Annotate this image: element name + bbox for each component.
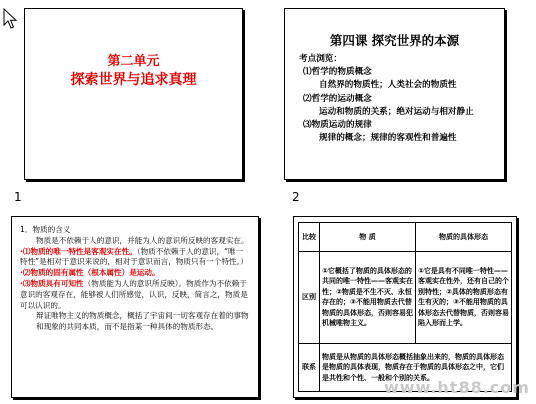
bullet-2-key: ·⑵物质的固有属性（根本属性）是运动。: [20, 268, 160, 278]
table-header-row: [299, 223, 512, 252]
point-detail-3: 规律的概念；规律的客观性和普遍性: [319, 133, 457, 144]
point-title-2: ⑵哲学的运动概念: [303, 93, 372, 104]
header-matter: 物 质: [320, 223, 416, 252]
point-title-3: ⑶物质运动的规律: [303, 120, 372, 131]
header-compare: 比较: [299, 223, 320, 252]
slide-number-2: 2: [292, 190, 300, 204]
bullet-1-note: （物质不依赖于人的意识，“唯一特性”是相对于意识来说的，相对于意识而言，物质只有一个特性。）: [20, 246, 248, 267]
cell-connection: 物质是从物质的具体形态概括抽象出来的，物质的具体形态是物质的具体表现，物质存在于物质的具体形态之中，它们是共性和个性、一般和个别的关系。: [320, 343, 512, 391]
comparison-table: [298, 222, 512, 392]
slide-number-1: 1: [14, 190, 22, 204]
closing-paragraph: 辩证唯物主义的物质概念，概括了宇宙间一切客观存在着的事物和现象的共同本质，而不是指某一种具体的物质形态。: [36, 311, 249, 332]
cell-matter-difference: ①它概括了物质的具体形态的共同的唯一特性——客观实在性；②物质是不生不灭、永恒存在的；③不能用物质去代替物质的具体形态，否则容易犯机械唯物主义。: [320, 252, 416, 344]
point-detail-1: 自然界的物质性；人类社会的物质性: [319, 80, 457, 91]
exam-points-label: 考点浏览：: [299, 54, 342, 64]
section-heading: 1．物质的含义: [20, 225, 71, 234]
definition: 物质是不依赖于人的意识，并能为人的意识所反映的客观实在。: [36, 235, 249, 245]
mouse-pointer-icon: [3, 8, 19, 30]
bullet-3: [20, 279, 250, 311]
slide-thumbnail-3[interactable]: [11, 216, 259, 398]
slide1-title: [25, 53, 242, 89]
unit-label: 第二单元: [107, 54, 160, 69]
slide-thumbnail-4[interactable]: [293, 216, 517, 398]
point-title-1: ⑴哲学的物质概念: [303, 67, 372, 78]
bullet-1-key: ·⑴物质的唯一特性是客观实在性。: [20, 246, 137, 256]
point-detail-2: 运动和物质的关系；绝对运动与相对静止: [319, 106, 474, 117]
exam-points: [299, 53, 474, 145]
matter-definition-text: [20, 225, 250, 333]
bullet-3-note: （物质能为人的意识所反映）。物质作为不依赖于意识的客观存在，能够被人们所感觉，认识，反映，简言之，物质是可以认识的。: [20, 278, 248, 310]
watermark: www.ht88.com: [384, 378, 530, 397]
bullet-2: [20, 268, 250, 279]
table-row: [299, 252, 512, 344]
slide-thumbnail-2[interactable]: [284, 8, 505, 180]
unit-title: 探索世界与追求真理: [70, 72, 197, 88]
row-label-connection: 联系: [299, 343, 320, 391]
header-concrete-forms: 物质的具体形态: [416, 223, 512, 252]
lesson-title: 第四课 探究世界的本源: [329, 33, 460, 48]
slide-thumbnail-1[interactable]: [24, 8, 243, 180]
cell-forms-difference: ①它是具有不同唯一特性——客观实在性外，还有自己的个别特性；②具体的物质形态有生有灭的；③不能用物质的具体形态去代替物质，否则容易陷入形而上学。: [416, 252, 512, 344]
bullet-1: [20, 247, 250, 269]
bullet-3-key: ·⑶物质具有可知性: [20, 278, 84, 288]
row-label-difference: 区别: [299, 252, 320, 344]
